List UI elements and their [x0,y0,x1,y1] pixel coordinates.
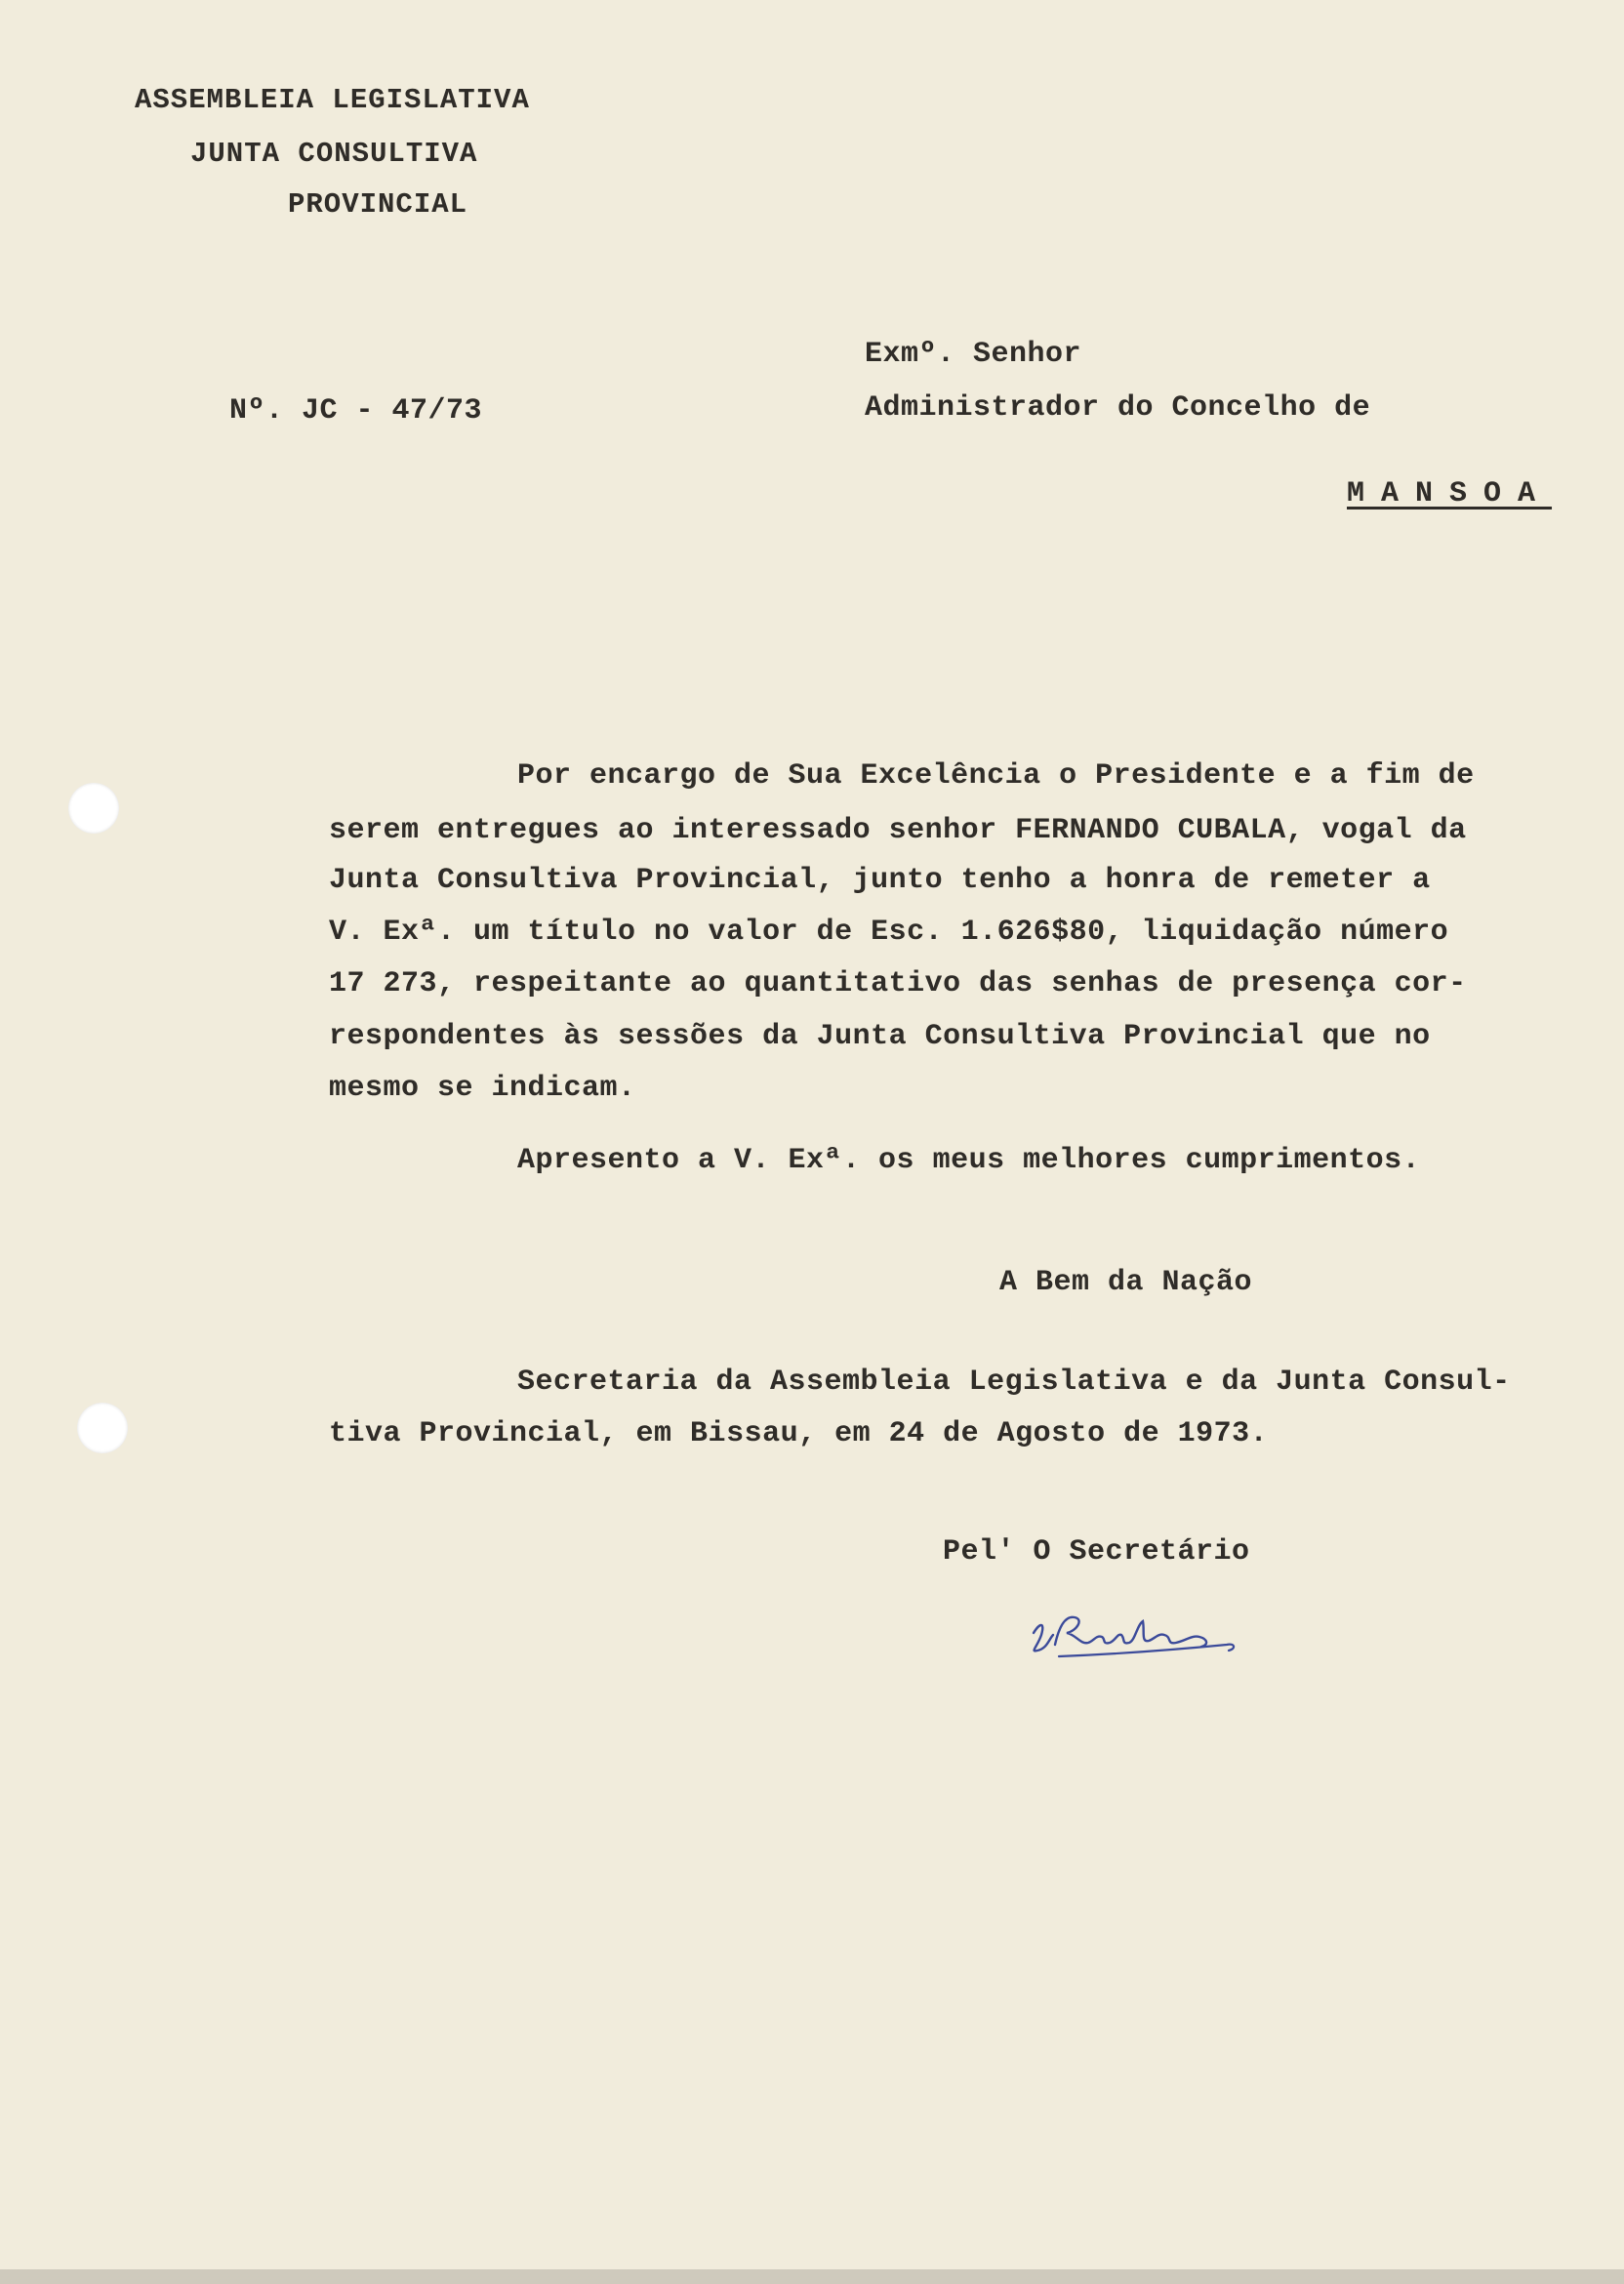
place-date-line-2: tiva Provincial, em Bissau, em 24 de Agosto de 1973. [329,1417,1269,1450]
header-line-2: JUNTA CONSULTIVA [190,138,478,170]
place-date-line-1: Secretaria da Assembleia Legislativa e da Junta Consul- [517,1366,1511,1399]
punch-hole-bottom [77,1403,128,1453]
body-line-3: Junta Consultiva Provincial, junto tenho a honra de remeter a [329,864,1431,897]
page-bottom-edge [0,2269,1624,2284]
signatory-line: Pel' O Secretário [943,1535,1250,1569]
addressee-title: Administrador do Concelho de [865,391,1371,425]
body-line-7: mesmo se indicam. [329,1072,636,1105]
header-line-1: ASSEMBLEIA LEGISLATIVA [135,84,530,116]
body-line-6: respondentes às sessões da Junta Consultiva Provincial que no [329,1020,1431,1053]
greeting-line: Apresento a V. Exª. os meus melhores cumprimentos. [517,1144,1421,1177]
body-line-1: Por encargo de Sua Excelência o Presidente e a fim de [517,759,1475,793]
reference-number: Nº. JC - 47/73 [229,394,483,428]
punch-hole-top [68,783,119,834]
body-line-5: 17 273, respeitante ao quantitativo das senhas de presença cor- [329,967,1467,1000]
addressee-place: MANSOA [1347,477,1553,510]
body-line-4: V. Exª. um título no valor de Esc. 1.626$80, liquidação número [329,916,1449,949]
addressee-salutation: Exmº. Senhor [865,338,1082,371]
header-line-3: PROVINCIAL [288,188,468,221]
handwritten-signature [1020,1596,1244,1674]
body-line-2: serem entregues ao interessado senhor FERNANDO CUBALA, vogal da [329,814,1467,847]
closing-line: A Bem da Nação [999,1266,1253,1299]
